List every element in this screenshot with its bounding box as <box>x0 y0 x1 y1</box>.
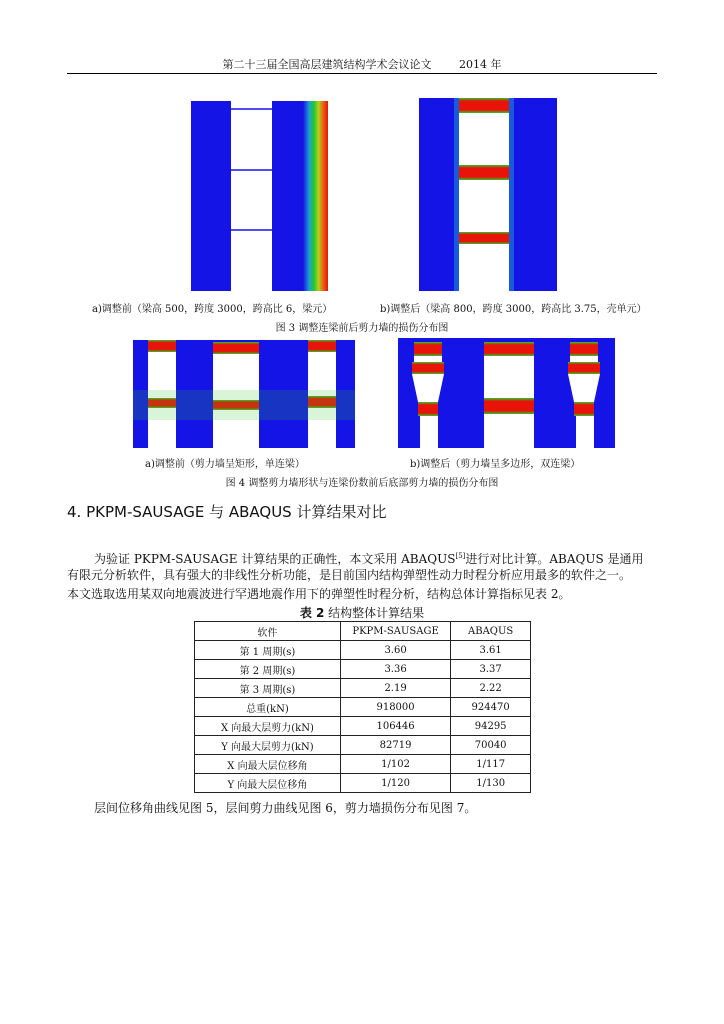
table-cell: 918000 <box>340 698 450 717</box>
table-header-row <box>195 622 531 641</box>
table-row <box>195 641 531 660</box>
paragraph-line-1a: 为验证 PKPM-SAUSAGE 计算结果的正确性，本文采用 ABAQUS <box>94 552 456 566</box>
table-row <box>195 755 531 774</box>
table-cell: 2.19 <box>340 679 450 698</box>
header-rule <box>67 73 657 74</box>
figure4a-damage-plot <box>133 340 355 448</box>
table-cell: 1/120 <box>340 774 450 793</box>
paragraph-line-1 <box>67 547 659 568</box>
table-row <box>195 698 531 717</box>
table-cell: 82719 <box>340 736 450 755</box>
table-cell: 70040 <box>451 736 531 755</box>
header-cell: PKPM-SAUSAGE <box>340 622 450 641</box>
paragraph-line-1b: 进行对比计算。ABAQUS 是通用 <box>465 552 644 566</box>
table-cell: X 向最大层剪力(kN) <box>195 717 341 736</box>
figure4-caption: 图 4 调整剪力墙形状与连梁份数前后底部剪力墙的损伤分布图 <box>225 478 499 489</box>
table-row <box>195 774 531 793</box>
header-cell: ABAQUS <box>451 622 531 641</box>
table-cell: 1/117 <box>451 755 531 774</box>
table-cell: Y 向最大层位移角 <box>195 774 341 793</box>
table-caption-text: 结构整体计算结果 <box>324 606 425 620</box>
table-row <box>195 679 531 698</box>
results-table <box>194 621 531 793</box>
header-title: 第二十三届全国高层建筑结构学术会议论文 <box>222 58 432 71</box>
table-cell: 第 1 周期(s) <box>195 641 341 660</box>
running-header <box>0 56 724 72</box>
table-cell: 2.22 <box>451 679 531 698</box>
figure3b-damage-plot <box>419 98 557 291</box>
header-cell: 软件 <box>195 622 341 641</box>
table-cell: 1/130 <box>451 774 531 793</box>
table-row <box>195 660 531 679</box>
table-row <box>195 717 531 736</box>
table-cell: 1/102 <box>340 755 450 774</box>
table-cell: 3.36 <box>340 660 450 679</box>
table-caption-label: 表 2 <box>299 606 325 620</box>
table-cell: 总重(kN) <box>195 698 341 717</box>
table-cell: 94295 <box>451 717 531 736</box>
figure4b-damage-plot <box>398 338 615 448</box>
table-cell: 3.60 <box>340 641 450 660</box>
table-cell: 第 3 周期(s) <box>195 679 341 698</box>
table-cell: 3.61 <box>451 641 531 660</box>
table-cell: Y 向最大层剪力(kN) <box>195 736 341 755</box>
section-heading: 4. PKPM-SAUSAGE 与 ABAQUS 计算结果对比 <box>67 503 387 521</box>
figure4a-caption: a)调整前（剪力墙呈矩形，单连梁） <box>145 459 305 470</box>
table-cell: X 向最大层位移角 <box>195 755 341 774</box>
after-table-text: 层间位移角曲线见图 5，层间剪力曲线见图 6，剪力墙损伤分布见图 7。 <box>94 801 477 815</box>
figure4b-caption: b)调整后（剪力墙呈多边形，双连梁） <box>410 459 581 470</box>
paragraph-line-3: 本文选取选用某双向地震波进行罕遇地震作用下的弹塑性时程分析，结构总体计算指标见表 2。 <box>67 587 571 601</box>
table-cell: 第 2 周期(s) <box>195 660 341 679</box>
figure3a-caption: a)调整前（梁高 500，跨度 3000，跨高比 6，梁元） <box>92 304 333 315</box>
figure3b-caption: b)调整后（梁高 800，跨度 3000，跨高比 3.75，壳单元） <box>380 304 647 315</box>
figure3-caption: 图 3 调整连梁前后剪力墙的损伤分布图 <box>275 323 449 334</box>
table-cell: 924470 <box>451 698 531 717</box>
table-row <box>195 736 531 755</box>
paragraph-line-2: 有限元分析软件，具有强大的非线性分析功能，是目前国内结构弹塑性动力时程分析应用最多的软件之一。 <box>67 568 632 582</box>
header-year: 2014 年 <box>459 58 502 71</box>
table-cell: 106446 <box>340 717 450 736</box>
reference-5: [5] <box>455 552 466 560</box>
figure3a-damage-plot <box>191 101 328 291</box>
table-cell: 3.37 <box>451 660 531 679</box>
table-caption <box>0 604 724 621</box>
